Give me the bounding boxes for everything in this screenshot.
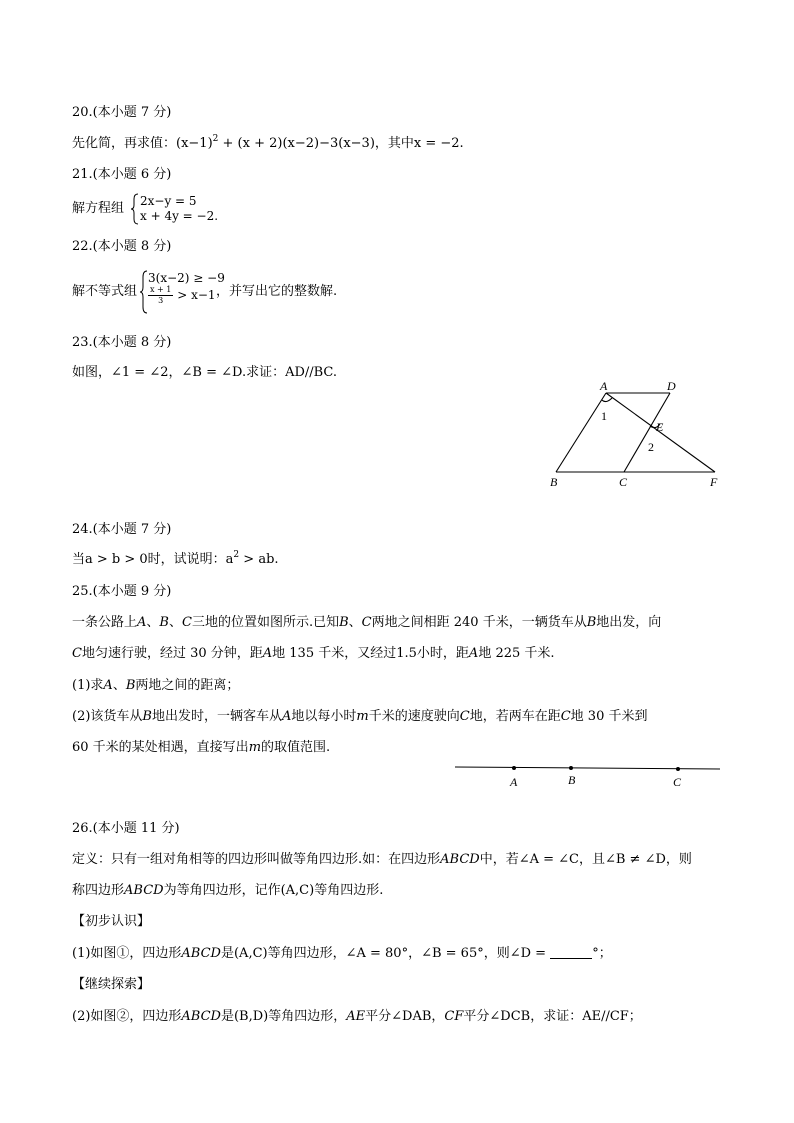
q22-fraction [148,285,173,306]
answer-blank[interactable] [550,946,592,959]
text-run: 、 [348,615,362,630]
q22-inequality-1: 3(x−2) ≥ −9 [148,271,225,285]
var-a: A [262,646,273,661]
text-run: 地匀速行驶，经过 30 分钟，距 [81,646,263,661]
text-run: 地，若两车在距 [469,709,561,724]
q22-suffix: ，并写出它的整数解. [216,284,338,299]
label-e: E [656,420,664,434]
q26-section-explore: 【继续探索】 [72,977,151,992]
var-b: B [159,615,169,630]
label-angle-2: 2 [648,440,654,454]
q25-line-2 [72,645,555,663]
q22-fraction-numerator: x + 1 [150,285,172,294]
q24-exponent: 2 [233,550,240,560]
label-f: F [710,475,718,489]
text-run: 千米的速度驶向 [368,709,460,724]
q22-inequality-2 [148,285,216,306]
q24-text [72,551,279,569]
q26-part-1 [72,945,612,963]
text-run: 两地之间的距离； [135,678,240,693]
q22-header: 22.(本小题 8 分) [72,239,172,254]
var-abcd: ABCD [181,946,221,961]
label-c: C [673,775,682,789]
text-run: 地出发时，一辆客车从 [151,709,282,724]
q20-expr-a: (x−1) [176,136,213,151]
q25-line-1 [72,614,661,632]
text-run: 、 [112,678,126,693]
var-b: B [125,678,136,693]
q23-geometry-figure [540,380,730,490]
var-c: C [361,615,372,630]
text-run: (1)求 [72,678,104,693]
q20-problem [72,135,464,153]
q25-part-2-line-2 [72,739,330,757]
q21-header: 21.(本小题 6 分) [72,167,172,182]
text-run: 地以每小时 [291,709,357,724]
q26-header: 26.(本小题 11 分) [72,821,180,836]
q21-equation-2: x + 4y = −2. [140,209,219,223]
q20-prefix: 先化简，再求值： [72,136,177,151]
q21-brace-icon [131,193,139,225]
var-a: A [103,678,113,693]
text-run: 平分∠DAB， [365,1009,445,1024]
text-run: 称四边形 [72,883,125,898]
var-a: A [282,709,292,724]
label-c: C [619,475,628,489]
segment-ab [556,393,606,472]
var-m: m [356,709,369,724]
var-abcd: ABCD [181,1009,221,1024]
label-angle-1: 1 [601,409,607,423]
label-b: B [550,475,558,489]
label-a: A [510,775,518,789]
text-run: 、 [168,615,182,630]
text-run: 一条公路上 [72,615,138,630]
point-b [569,766,573,770]
point-a [512,766,516,770]
text-run: 是(A,C)等角四边形，∠A = 80°，∠B = 65°，则∠D = [220,946,551,961]
q20-exponent: 2 [212,134,219,144]
text-run: 地 30 千米到 [570,709,648,724]
var-b: B [586,615,597,630]
q22-inequality-2-rest: > x−1 [173,288,216,302]
text-run: 是(B,D)等角四边形， [220,1009,347,1024]
text-run: (1)如图①，四边形 [72,946,182,961]
text-run: 60 千米的某处相遇，直接写出 [72,740,249,755]
text-run: 、 [146,615,160,630]
angle-1-arc [602,398,612,402]
var-m: m [248,740,262,755]
q23-text: 如图，∠1 = ∠2，∠B = ∠D.求证：AD//BC. [72,365,338,380]
q26-definition-line-2 [72,882,383,900]
text-run: 平分∠DCB，求证：AE//CF； [463,1009,642,1024]
q25-road-figure [450,758,725,794]
q20-header: 20.(本小题 7 分) [72,105,172,120]
q21-prefix: 解方程组 [72,201,125,216]
text-run: 的取值范围. [261,740,331,755]
var-cf: CF [444,1009,464,1024]
var-c: C [459,709,470,724]
text-run: (2)如图②，四边形 [72,1009,182,1024]
var-a: A [137,615,147,630]
label-d: D [667,380,676,393]
var-c: C [72,646,82,661]
q22-prefix: 解不等式组 [72,284,138,299]
q25-part-1 [72,677,239,695]
q21-equation-1: 2x−y = 5 [140,194,197,208]
text-run: 地 225 千米. [478,646,555,661]
q23-header: 23.(本小题 8 分) [72,335,172,350]
q22-fraction-denominator: 3 [158,296,164,305]
q25-header: 25.(本小题 9 分) [72,584,172,599]
label-a: A [600,380,608,393]
text-run: 两地之间相距 240 千米，一辆货车从 [371,615,587,630]
text-run: 中，若∠A = ∠C，且∠B ≠ ∠D，则 [479,852,692,867]
var-abcd: ABCD [124,883,164,898]
var-c: C [560,709,571,724]
text-run: 为等角四边形，记作(A,C)等角四边形. [163,883,384,898]
q26-part-2 [72,1008,642,1026]
q20-suffix: ，其中x = −2. [374,136,464,151]
q24-header: 24.(本小题 7 分) [72,522,172,537]
q24-suffix: > ab. [239,552,279,567]
var-abcd: ABCD [440,852,480,867]
label-b: B [568,773,576,787]
text-run: 三地的位置如图所示.已知 [191,615,340,630]
q26-section-initial: 【初步认识】 [72,914,151,929]
text-run: 定义：只有一组对角相等的四边形叫做等角四边形.如：在四边形 [72,852,441,867]
q26-definition-line-1 [72,851,692,869]
text-run: 地出发，向 [596,615,662,630]
var-a: A [468,646,479,661]
text-run: (2)该货车从 [72,709,143,724]
text-run: 地 135 千米，又经过1.5小时，距 [272,646,469,661]
text-run: °； [592,946,612,961]
q25-part-2-line-1 [72,708,647,726]
q20-expr-b: + (x + 2)(x−2)−3(x−3) [218,136,375,151]
var-ae: AE [346,1009,366,1024]
point-c [676,767,680,771]
q24-prefix: 当a > b > 0时，试说明：a [72,552,234,567]
var-c: C [182,615,192,630]
var-b: B [339,615,349,630]
var-b: B [142,709,152,724]
road-line [455,767,720,769]
q22-brace-icon [140,270,148,314]
